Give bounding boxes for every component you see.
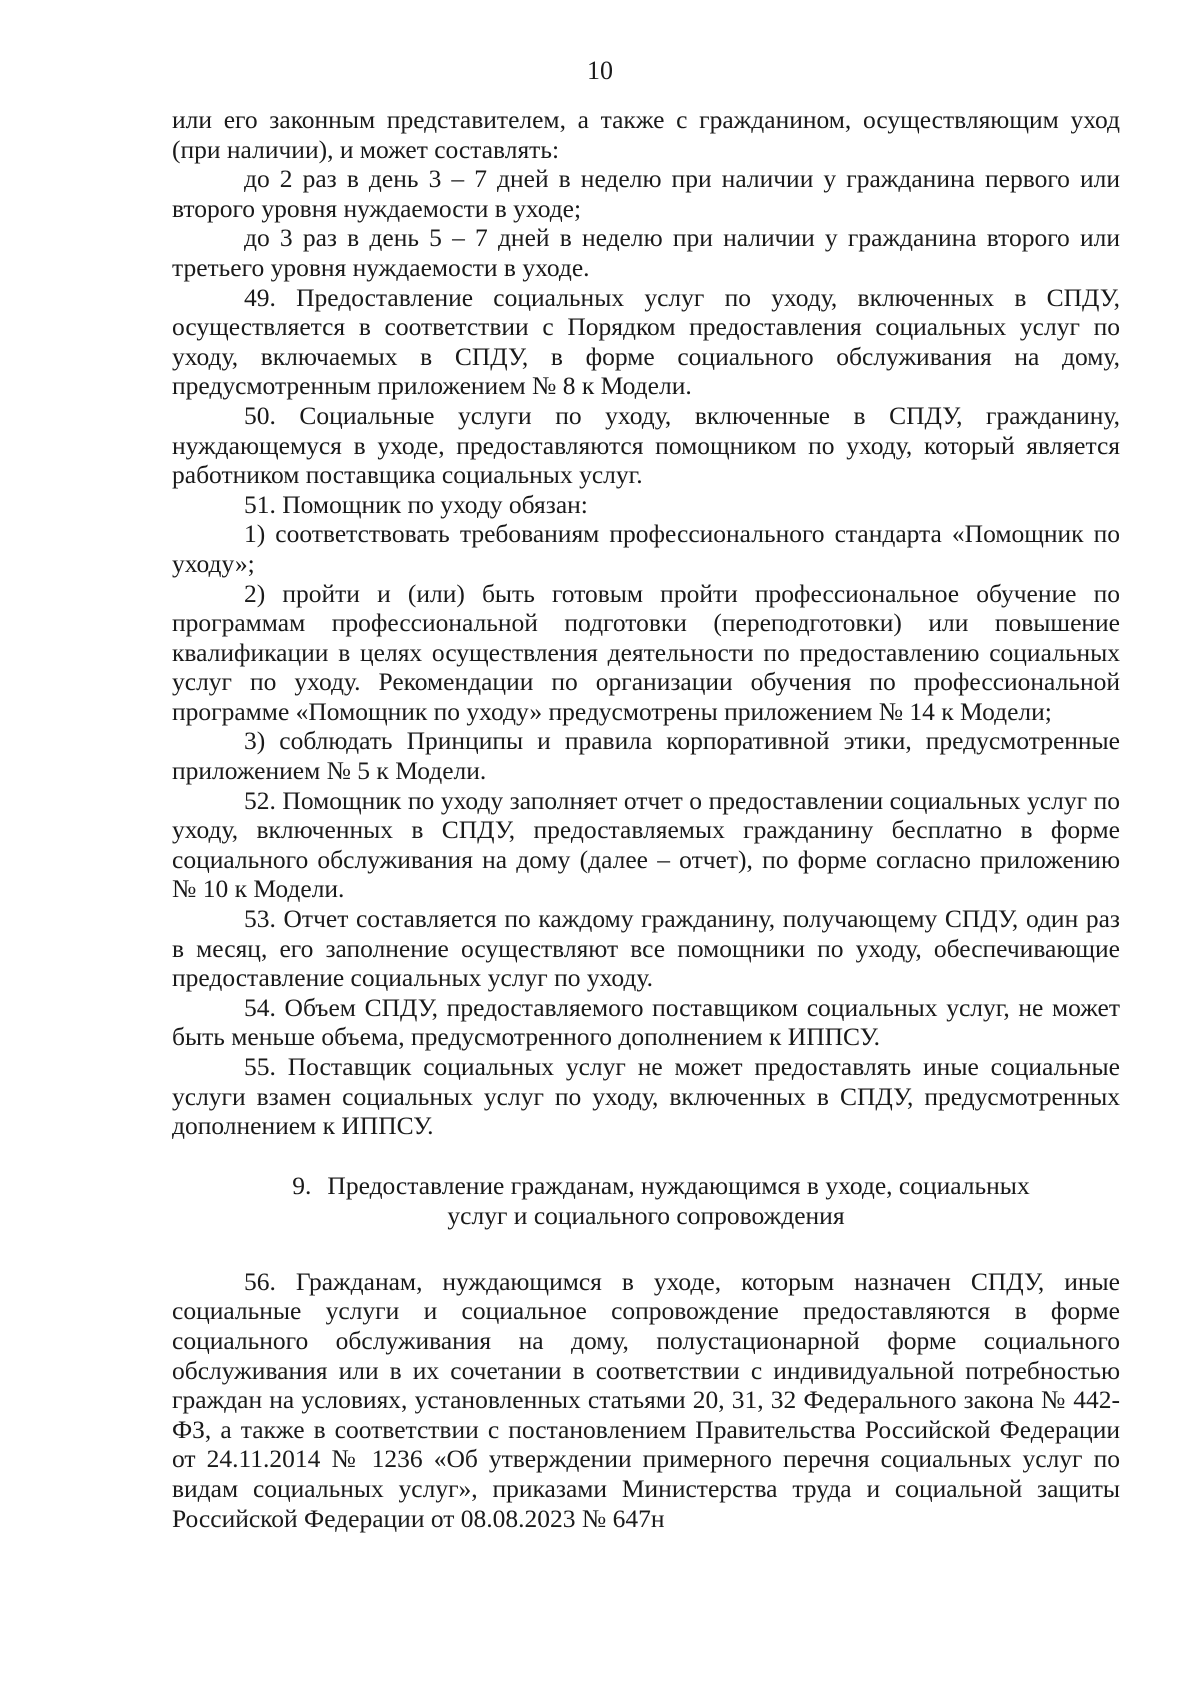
paragraph: или его законным представителем, а также с гражданином, осуществляющим уход (при наличии), и может составлять: xyxy=(172,105,1120,164)
paragraph: 2) пройти и (или) быть готовым пройти профессиональное обучение по программам профессиональной подготовки (переподготовки) или повышение квалификации в целях осуществления деятельности по предоставлению социальных услуг по уходу. Рекомендации по организации обучения по профессиональной программе «Помощник по уходу» предусмотрены приложением № 14 к Модели; xyxy=(172,578,1120,726)
paragraph: до 3 раз в день 5 – 7 дней в неделю при наличии у гражданина второго или третьего уровня нуждаемости в уходе. xyxy=(172,223,1120,282)
section-heading-line-1 xyxy=(172,1171,1120,1201)
paragraph: 54. Объем СПДУ, предоставляемого поставщиком социальных услуг, не может быть меньше объема, предусмотренного дополнением к ИППСУ. xyxy=(172,992,1120,1052)
paragraph: 49. Предоставление социальных услуг по уходу, включенных в СПДУ, осуществляется в соответствии с Порядком предоставления социальных услуг по уходу, включаемых в СПДУ, в форме социального обслуживания на дому, предусмотренным приложением № 8 к Модели. xyxy=(172,282,1120,401)
paragraph: 51. Помощник по уходу обязан: xyxy=(244,489,588,519)
paragraphs-before xyxy=(172,105,1120,1141)
paragraph: 53. Отчет составляется по каждому гражданину, получающему СПДУ, один раз в месяц, его заполнение осуществляют все помощники по уходу, обеспечивающие предоставление социальных услуг по уходу. xyxy=(172,904,1120,993)
document-body xyxy=(172,105,1120,1533)
section-heading xyxy=(172,1171,1120,1231)
paragraph: 50. Социальные услуги по уходу, включенные в СПДУ, гражданину, нуждающемуся в уходе, предоставляются помощником по уходу, который является работником поставщика социальных услуг. xyxy=(172,400,1120,490)
paragraph: 56. Гражданам, нуждающимся в уходе, которым назначен СПДУ, иные социальные услуги и социальное сопровождение предоставляются в форме социального обслуживания на дому, полустационарной форме социального обслуживания или в их сочетании в соответствии с индивидуальной потребностью граждан на условиях, установленных статьями 20, 31, 32 Федерального закона № 442-ФЗ, а также в соответствии с постановлением Правительства Российской Федерации от 24.11.2014 № 1236 «Об утверждении примерного перечня социальных услуг по видам социальных услуг», приказами Министерства труда и социальной защиты Российской Федерации от 08.08.2023 № 647н xyxy=(172,1266,1120,1533)
paragraphs-after xyxy=(172,1267,1120,1533)
paragraph: до 2 раз в день 3 – 7 дней в неделю при наличии у гражданина первого или второго уровня нуждаемости в уходе; xyxy=(172,164,1120,223)
section-title-line-1: Предоставление гражданам, нуждающимся в уходе, социальных xyxy=(327,1170,1030,1200)
section-title-line-2: услуг и социального сопровождения xyxy=(447,1200,845,1230)
page-number: 10 xyxy=(587,56,613,85)
paragraph: 55. Поставщик социальных услуг не может предоставлять иные социальные услуги взамен социальных услуг по уходу, включенных в СПДУ, предусмотренных дополнением к ИППСУ. xyxy=(172,1052,1120,1141)
paragraph: 3) соблюдать Принципы и правила корпоративной этики, предусмотренные приложением № 5 к Модели. xyxy=(172,726,1120,786)
paragraph: 1) соответствовать требованиям профессионального стандарта «Помощник по уходу»; xyxy=(172,519,1120,578)
section-number: 9. xyxy=(292,1170,312,1200)
paragraph: 52. Помощник по уходу заполняет отчет о предоставлении социальных услуг по уходу, включенных в СПДУ, предоставляемых гражданину бесплатно в форме социального обслуживания на дому (далее – отчет), по форме согласно приложению № 10 к Модели. xyxy=(172,785,1120,904)
